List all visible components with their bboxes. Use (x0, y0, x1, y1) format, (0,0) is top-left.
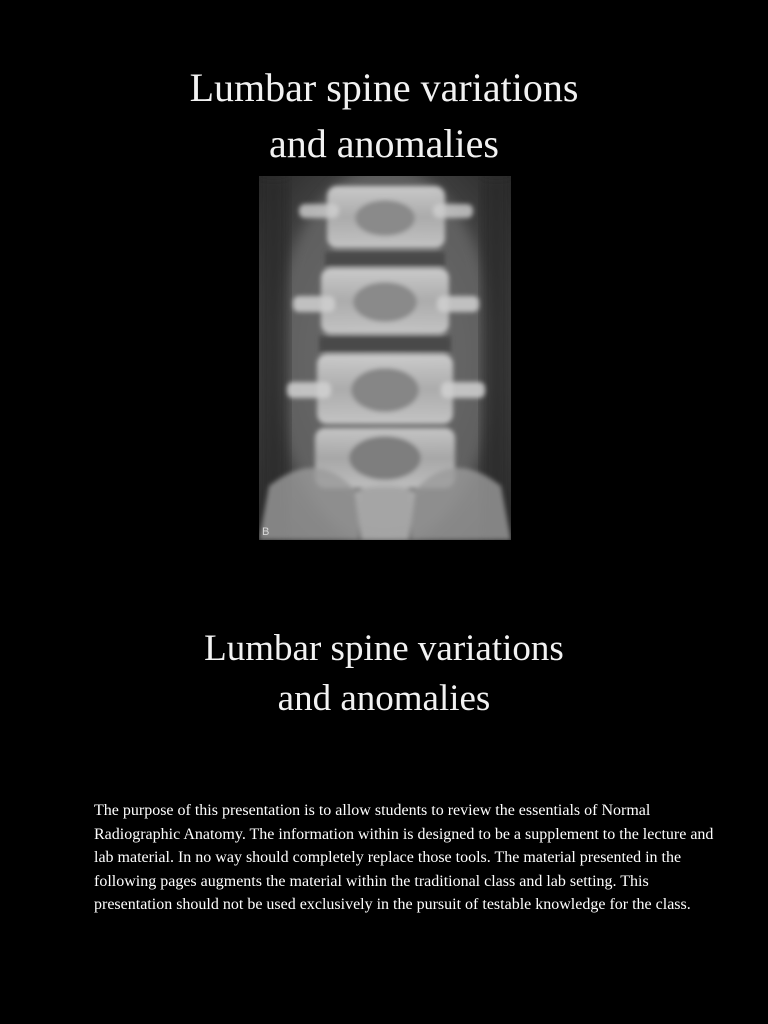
slide-title-second-line-2: and anomalies (277, 678, 491, 719)
presentation-description: The purpose of this presentation is to allow students to review the essentials of Normal Radiographic Anatomy. The information within is designed to be a supplement to the lecture and lab material. In no way should completely replace those tools. The material presented in the following pages augments the material within the traditional class and lab setting. This presentation should not be used exclusively in the pursuit of testable knowledge for the class. (94, 802, 714, 913)
slide-title-line-2: and anomalies (269, 121, 499, 166)
slide-title-second-line-1: Lumbar spine variations (204, 628, 564, 669)
slide-title-line-1: Lumbar spine variations (189, 65, 579, 110)
lumbar-spine-xray-image (259, 176, 511, 540)
slide-title (0, 60, 768, 172)
slide-title-second (0, 624, 768, 724)
xray-image-label: B (262, 526, 270, 538)
xray-illustration (259, 176, 511, 540)
